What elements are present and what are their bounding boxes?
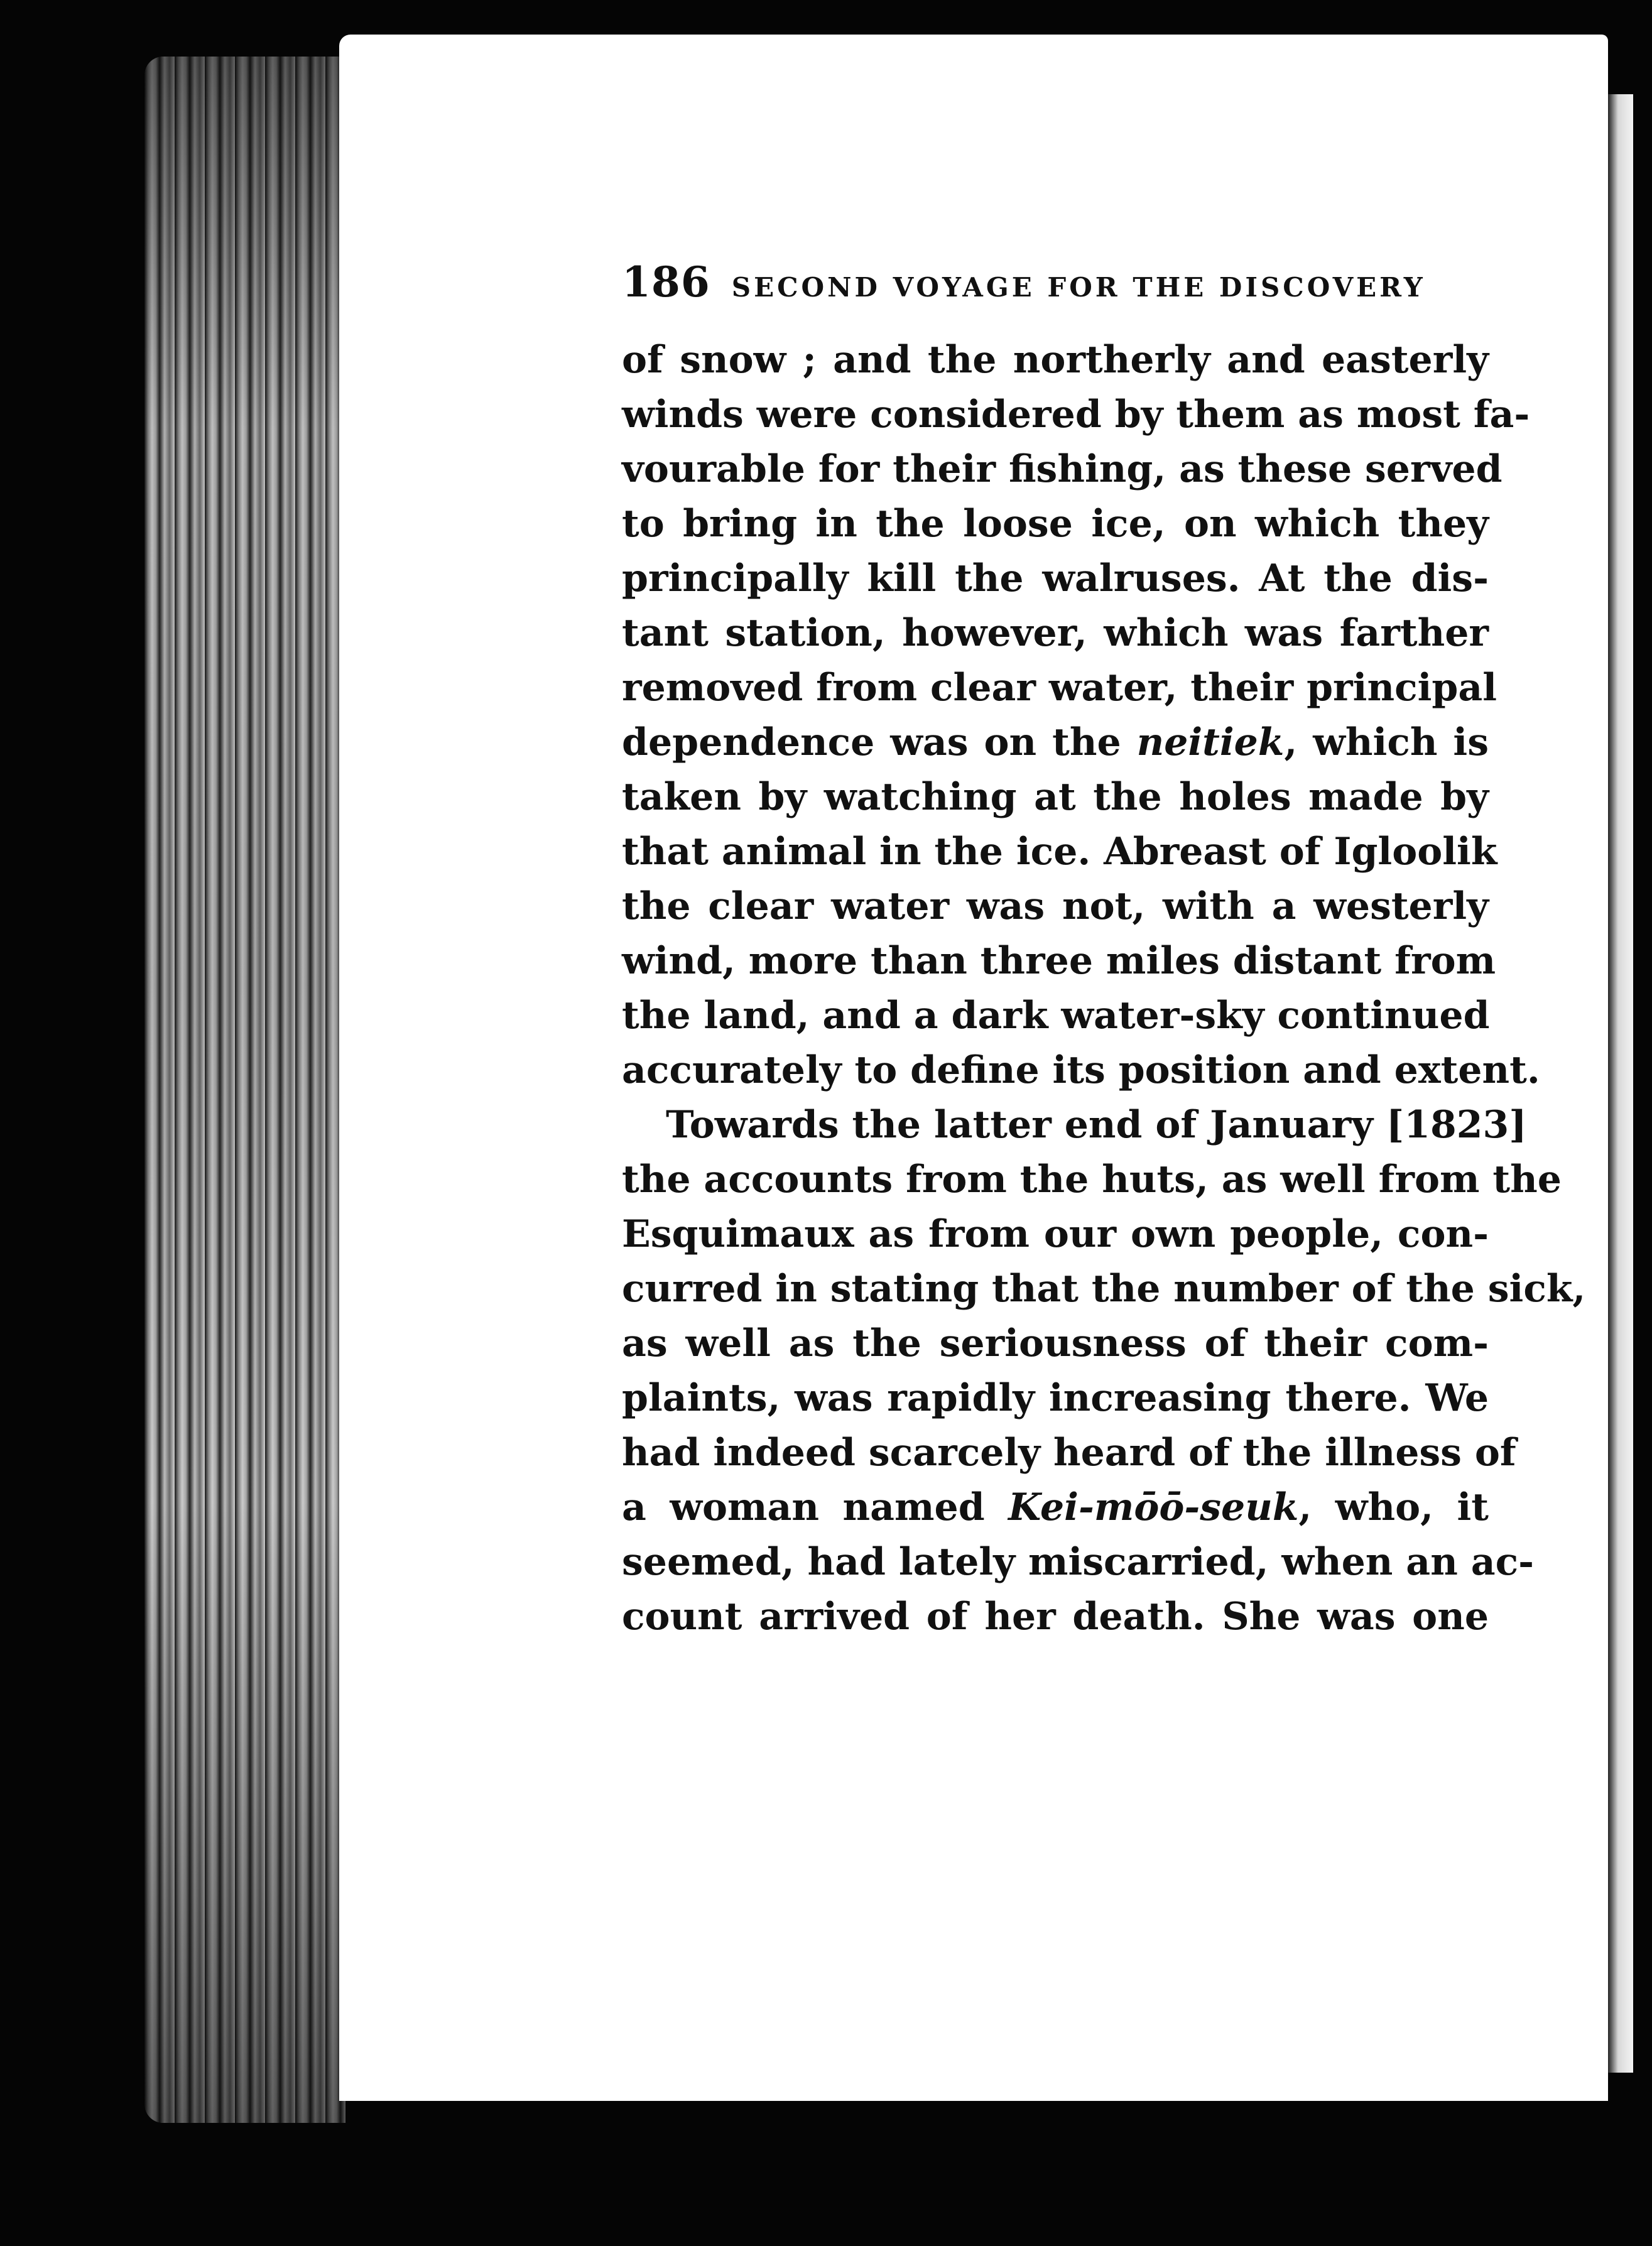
text-line: principally kill the walruses. At the dis-	[622, 556, 1489, 600]
text-line: wind, more than three miles distant from	[622, 939, 1496, 983]
text-line: removed from clear water, their principal	[622, 666, 1497, 710]
text-segment: a woman named	[622, 1485, 1009, 1529]
text-line	[622, 715, 1489, 770]
page-number: 186	[622, 258, 710, 307]
text-line: vourable for their fishing, as these served	[622, 447, 1503, 491]
text-line: the clear water was not, with a westerly	[622, 884, 1489, 928]
text-line: the land, and a dark water-sky continued	[622, 994, 1490, 1038]
text-segment: , who, it	[1298, 1485, 1489, 1529]
text-line: accurately to define its position and extent.	[622, 1048, 1540, 1092]
text-line: of snow ; and the northerly and easterly	[622, 338, 1489, 382]
text-line: had indeed scarcely heard of the illness of	[622, 1431, 1516, 1475]
text-line: Towards the latter end of January [1823]	[666, 1103, 1527, 1147]
text-line: seemed, had lately miscarried, when an ac-	[622, 1540, 1535, 1584]
text-line: count arrived of her death. She was one	[622, 1595, 1489, 1639]
italic-term: neitiek	[1136, 720, 1285, 764]
running-title: SECOND VOYAGE FOR THE DISCOVERY	[731, 272, 1426, 303]
text-line: tant station, however, which was farther	[622, 611, 1489, 655]
text-line: to bring in the loose ice, on which they	[622, 502, 1489, 546]
page-edge-shadow	[144, 57, 345, 2123]
italic-name: Kei-mōō-seuk	[1008, 1485, 1299, 1529]
facing-page-edge	[1608, 94, 1633, 2073]
text-segment: , which is	[1284, 720, 1489, 764]
text-line	[622, 1480, 1489, 1535]
text-line: as well as the seriousness of their com-	[622, 1321, 1489, 1365]
running-head	[622, 258, 1489, 333]
text-line: Esquimaux as from our own people, con-	[622, 1212, 1489, 1256]
text-line: the accounts from the huts, as well from the	[622, 1158, 1562, 1202]
text-line: curred in stating that the number of the sick,	[622, 1267, 1586, 1311]
text-line: taken by watching at the holes made by	[622, 775, 1489, 819]
text-segment: dependence was on the	[622, 720, 1137, 764]
page-text-block	[622, 258, 1586, 1644]
text-line: plaints, was rapidly increasing there. We	[622, 1376, 1489, 1420]
text-line: that animal in the ice. Abreast of Igloolik	[622, 830, 1497, 874]
text-line: winds were considered by them as most fa-	[622, 393, 1530, 437]
